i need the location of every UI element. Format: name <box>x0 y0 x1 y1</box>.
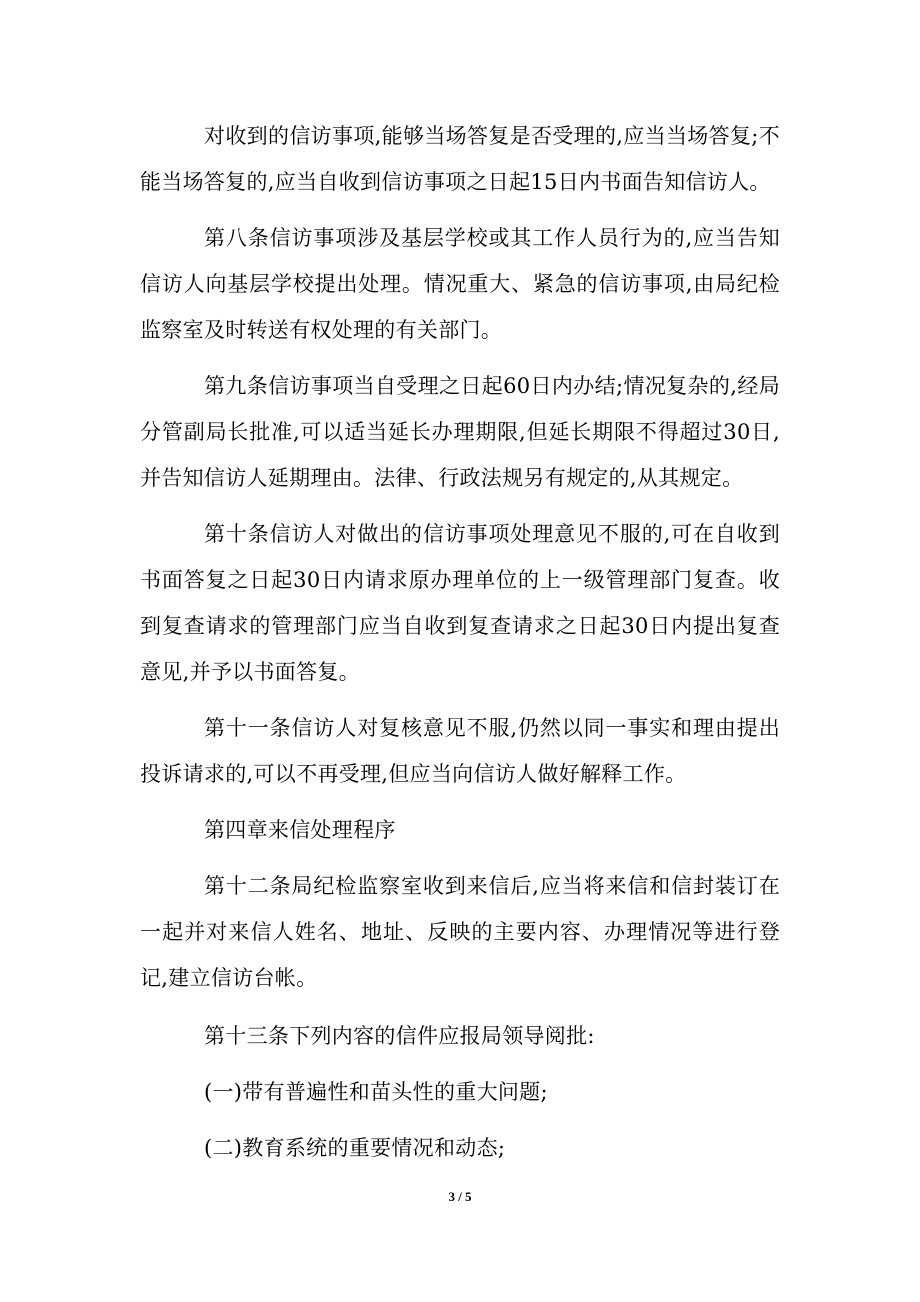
chapter-heading: 第四章来信处理程序 <box>204 818 396 842</box>
paragraph-article-8: 第八条信访事项涉及基层学校或其工作人员行为的,应当告知信访人向基层学校提出处理。情况重大、紧急的信访事项,由局纪检监察室及时转送有权处理的有关部门。 <box>140 226 780 342</box>
paragraph-article-13: 第十三条下列内容的信件应报局领导阅批: <box>204 1024 595 1048</box>
list-item-2: (二)教育系统的重要情况和动态; <box>204 1136 506 1160</box>
document-body <box>140 113 780 1171</box>
page-number: 3 / 5 <box>448 1189 472 1204</box>
paragraph-article-12: 第十二条局纪检监察室收到来信后,应当将来信和信封装订在一起并对来信人姓名、地址、反映的主要内容、办理情况等进行登记,建立信访台帐。 <box>140 874 780 990</box>
list-item-1: (一)带有普遍性和苗头性的重大问题; <box>204 1080 548 1104</box>
paragraph-article-9: 第九条信访事项当自受理之日起60日内办结;情况复杂的,经局分管副局长批准,可以适当延长办理期限,但延长期限不得超过30日,并告知信访人延期理由。法律、行政法规另有规定的,从其规定。 <box>140 374 780 490</box>
paragraph-article-11: 第十一条信访人对复核意见不服,仍然以同一事实和理由提出投诉请求的,可以不再受理,但应当向信访人做好解释工作。 <box>140 716 780 786</box>
paragraph-article-10: 第十条信访人对做出的信访事项处理意见不服的,可在自收到书面答复之日起30日内请求原办理单位的上一级管理部门复查。收到复查请求的管理部门应当自收到复查请求之日起30日内提出复查意见,并予以书面答复。 <box>140 522 780 684</box>
paragraph-reply-rule: 对收到的信访事项,能够当场答复是否受理的,应当当场答复;不能当场答复的,应当自收到信访事项之日起15日内书面告知信访人。 <box>140 124 780 194</box>
